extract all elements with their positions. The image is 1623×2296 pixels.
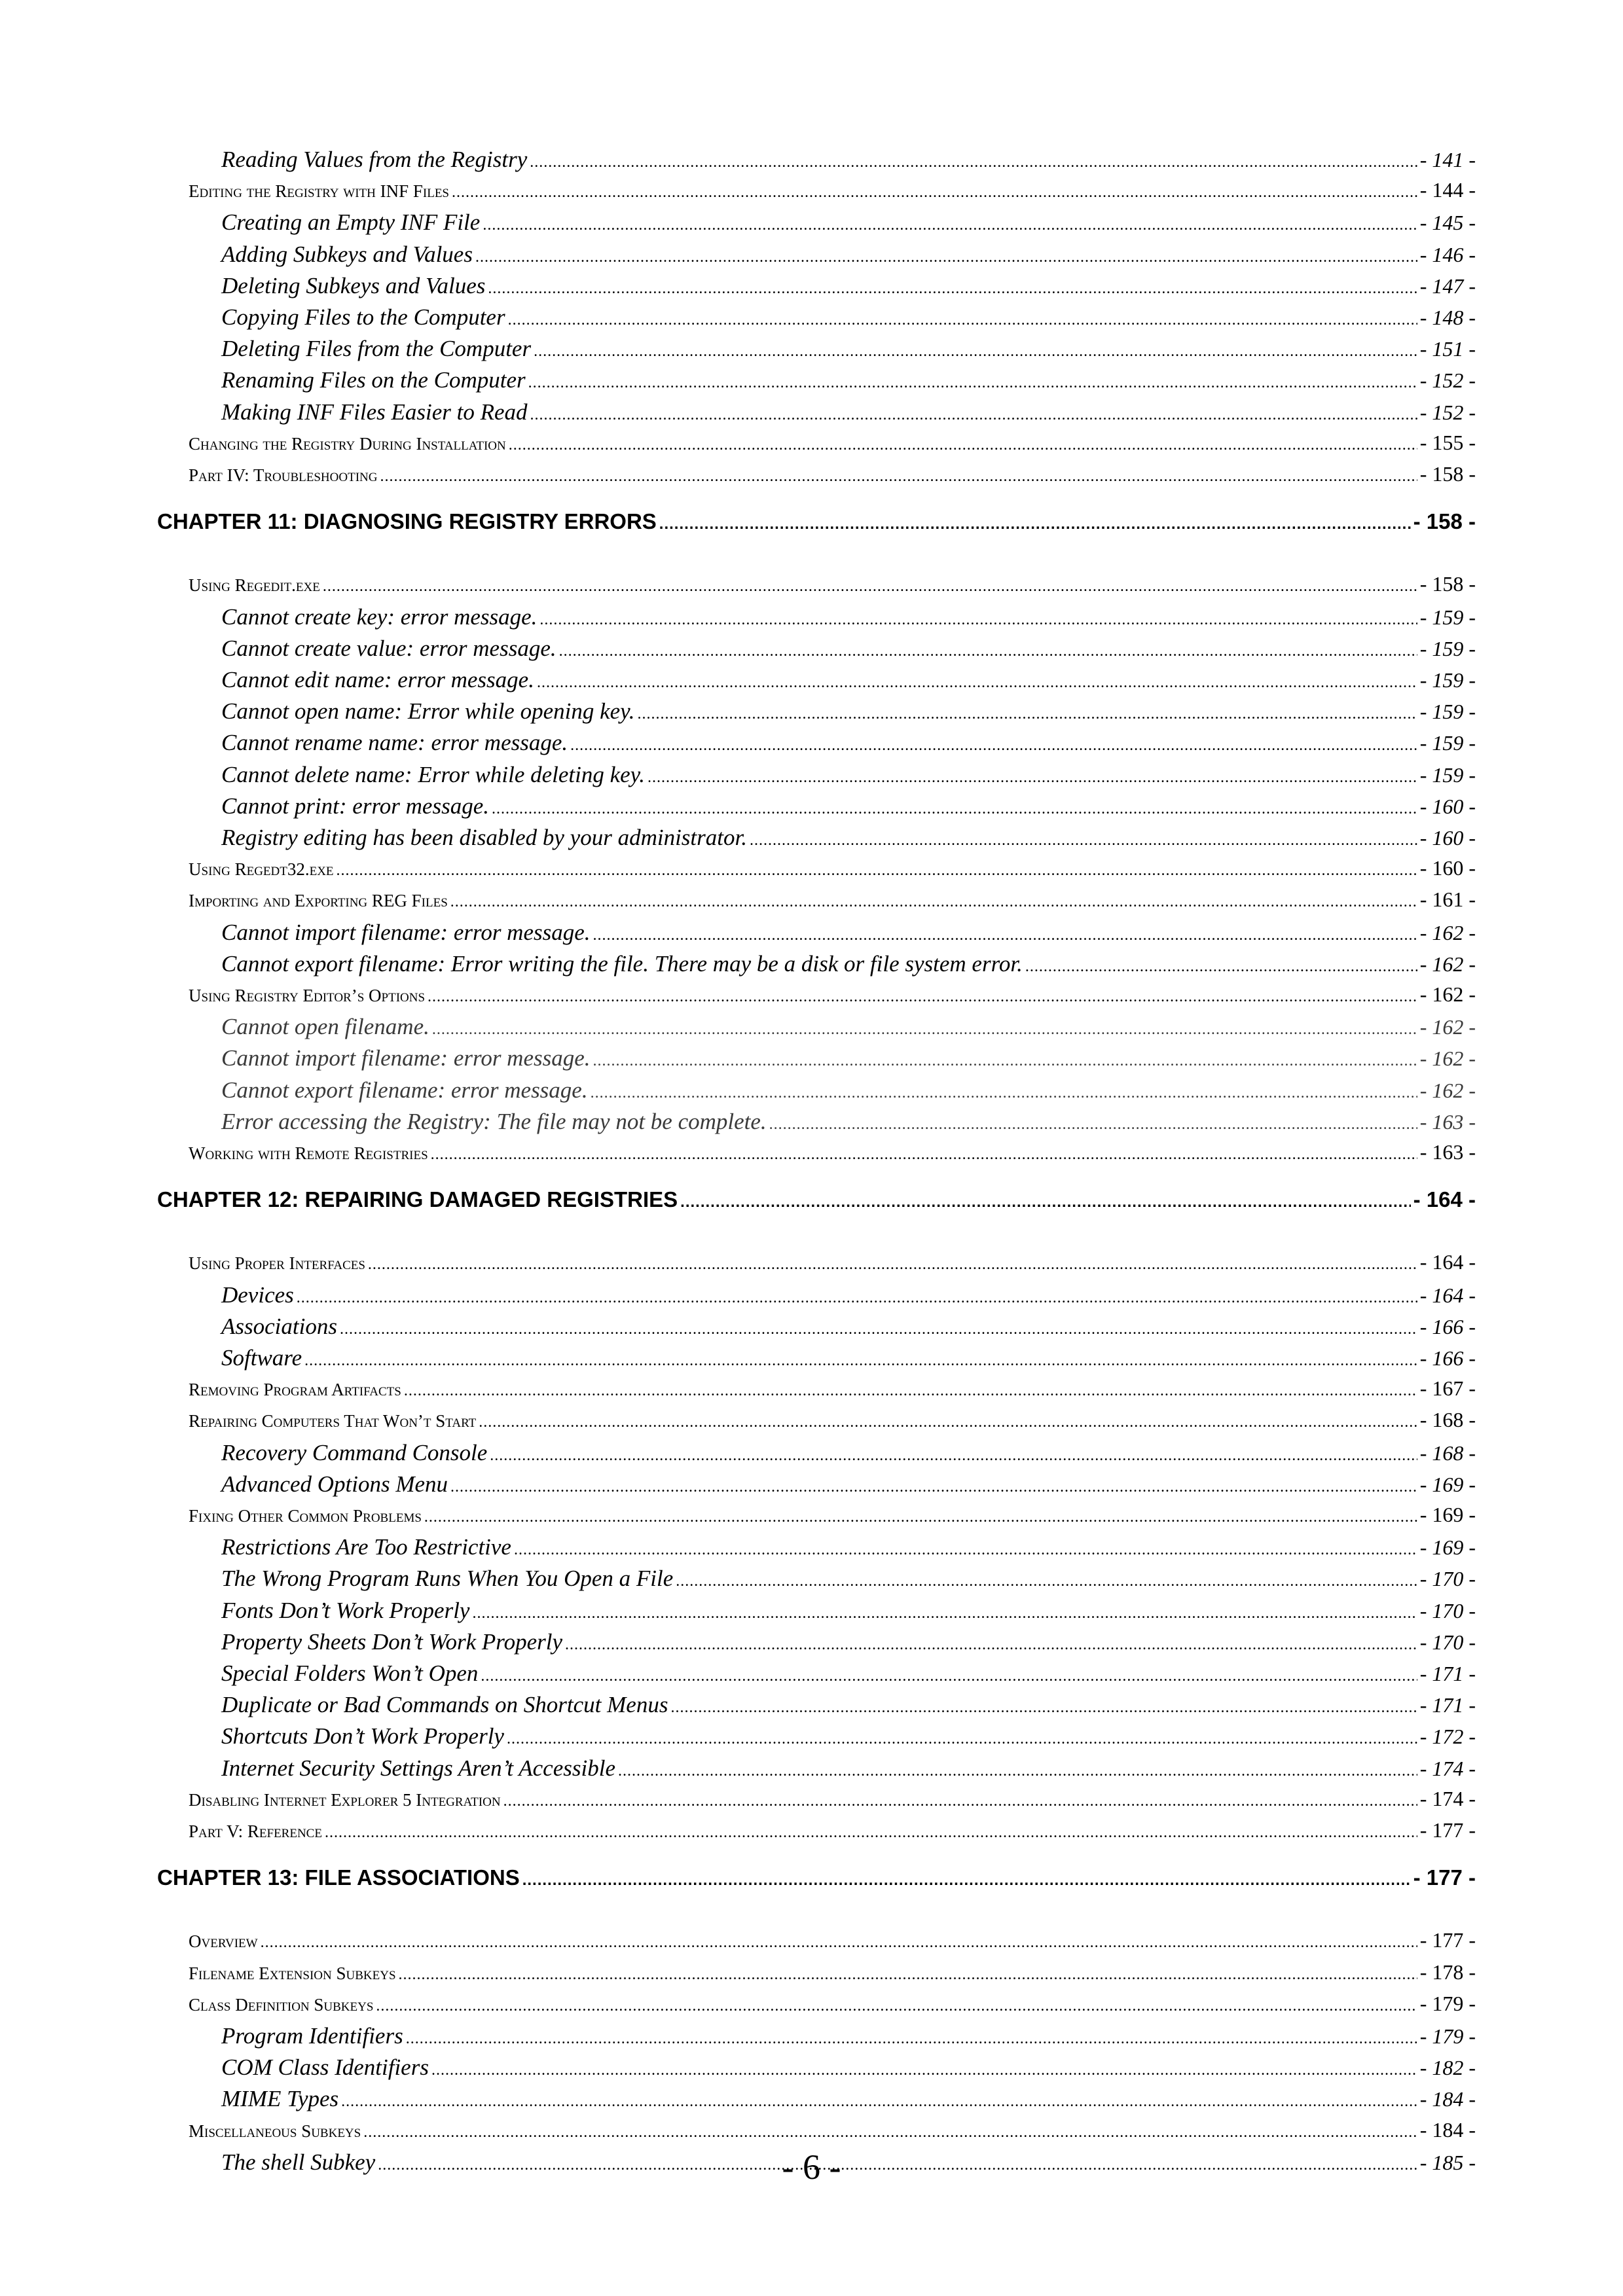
toc-section-entry[interactable] — [189, 1960, 1476, 1984]
toc-subsection-entry[interactable] — [221, 1077, 1476, 1103]
toc-entry-page: - 177 - — [1413, 1865, 1476, 1890]
toc-entry-page: - 170 - — [1419, 1567, 1476, 1591]
toc-entry-page: - 144 - — [1419, 178, 1476, 202]
toc-entry-page: - 145 - — [1419, 211, 1476, 235]
toc-entry-page: - 167 - — [1419, 1376, 1476, 1401]
toc-entry-page: - 169 - — [1419, 1472, 1476, 1496]
toc-entry-title: Deleting Subkeys and Values — [221, 272, 486, 298]
toc-entry-page: - 168 - — [1419, 1441, 1476, 1465]
toc-section-entry[interactable] — [189, 982, 1476, 1007]
toc-entry-page: - 158 - — [1419, 462, 1476, 486]
dot-leader — [304, 1352, 1417, 1370]
toc-entry-title: Using Regedt32.exe — [189, 859, 334, 880]
toc-subsection-entry[interactable] — [221, 304, 1476, 331]
toc-entry-page: - 159 - — [1419, 700, 1476, 724]
toc-subsection-entry[interactable] — [221, 1282, 1476, 1308]
toc-subsection-entry[interactable] — [221, 2086, 1476, 2112]
dot-leader — [539, 611, 1417, 629]
dot-leader — [428, 988, 1417, 1006]
toc-entry-title: Importing and Exporting REG Files — [189, 891, 448, 911]
dot-leader — [618, 1763, 1417, 1780]
toc-entry-page: - 152 - — [1419, 368, 1476, 393]
toc-entry-page: - 162 - — [1419, 1015, 1476, 1039]
toc-entry-page: - 174 - — [1419, 1756, 1476, 1780]
toc-entry-title: Cannot delete name: Error while deleting key. — [221, 761, 646, 787]
dot-leader — [431, 1146, 1417, 1164]
toc-section-entry[interactable] — [189, 178, 1476, 202]
toc-entry-page: - 162 - — [1419, 1047, 1476, 1071]
toc-entry-title: Devices — [221, 1282, 294, 1308]
dot-leader — [404, 1382, 1417, 1400]
dot-leader — [450, 1479, 1417, 1496]
toc-subsection-entry[interactable] — [221, 825, 1476, 851]
toc-entry-page: - 141 - — [1419, 148, 1476, 171]
dot-leader — [323, 578, 1417, 596]
toc-subsection-entry[interactable] — [221, 1471, 1476, 1498]
dot-leader — [559, 643, 1417, 660]
dot-leader — [508, 312, 1417, 329]
toc-entry-title: Cannot import filename: error message. — [221, 1045, 591, 1071]
dot-leader — [490, 1447, 1417, 1465]
toc-subsection-entry[interactable] — [221, 1629, 1476, 1655]
toc-entry-title: Class Definition Subkeys — [189, 1994, 374, 2015]
dot-leader — [432, 1021, 1417, 1039]
toc-entry-page: - 177 - — [1419, 1818, 1476, 1842]
toc-entry-page: - 182 - — [1419, 2056, 1476, 2080]
toc-subsection-entry[interactable] — [221, 273, 1476, 299]
toc-section-entry[interactable] — [189, 431, 1476, 455]
toc-subsection-entry[interactable] — [221, 730, 1476, 756]
dot-leader — [488, 280, 1417, 298]
toc-entry-page: - 161 - — [1419, 888, 1476, 912]
dot-leader — [638, 706, 1417, 723]
dot-leader — [431, 2062, 1417, 2079]
dot-leader — [507, 1731, 1417, 1748]
toc-entry-title: Overview — [189, 1931, 258, 1952]
toc-section-entry[interactable] — [189, 1376, 1476, 1401]
dot-leader — [472, 1605, 1417, 1623]
toc-section-entry[interactable] — [189, 1250, 1476, 1274]
toc-entry-page: - 169 - — [1419, 1503, 1476, 1526]
toc-entry-title: Restrictions Are Too Restrictive — [221, 1534, 511, 1560]
toc-subsection-entry[interactable] — [221, 2023, 1476, 2049]
toc-entry-page: - 164 - — [1419, 1250, 1476, 1274]
toc-subsection-entry[interactable] — [221, 1534, 1476, 1560]
dot-leader — [680, 1193, 1410, 1211]
dot-leader — [261, 1934, 1417, 1952]
dot-leader — [452, 184, 1417, 202]
toc-entry-page: - 184 - — [1419, 2117, 1476, 2142]
toc-entry-title: Cannot open name: Error while opening key. — [221, 698, 635, 725]
toc-subsection-entry[interactable] — [221, 667, 1476, 693]
toc-entry-page: - 172 - — [1419, 1725, 1476, 1749]
toc-subsection-entry[interactable] — [221, 1314, 1476, 1340]
toc-entry-page: - 162 - — [1419, 1078, 1476, 1102]
toc-subsection-entry[interactable] — [221, 1045, 1476, 1071]
toc-entry-title: CHAPTER 12: REPAIRING DAMAGED REGISTRIES — [157, 1187, 678, 1212]
toc-entry-title: Registry editing has been disabled by your administrator. — [221, 825, 747, 850]
toc-section-entry[interactable] — [189, 856, 1476, 880]
toc-subsection-entry[interactable] — [221, 336, 1476, 362]
toc-section-entry[interactable] — [189, 1503, 1476, 1527]
toc-entry-page: - 166 - — [1419, 1314, 1476, 1338]
dot-leader — [534, 343, 1417, 361]
toc-section-entry[interactable] — [189, 1787, 1476, 1811]
toc-section-entry[interactable] — [189, 888, 1476, 912]
toc-subsection-entry[interactable] — [221, 793, 1476, 819]
toc-entry-title: Associations — [221, 1313, 337, 1339]
toc-entry-title: COM Class Identifiers — [221, 2054, 429, 2081]
toc-entry-title: Internet Security Settings Aren’t Accessible — [221, 1755, 615, 1781]
toc-entry-page: - 159 - — [1419, 731, 1476, 755]
toc-entry-page: - 170 - — [1419, 1630, 1476, 1654]
toc-entry-title: Cannot import filename: error message. — [221, 919, 591, 945]
toc-subsection-entry[interactable] — [221, 604, 1476, 630]
toc-entry-title: Cannot export filename: error message. — [221, 1077, 588, 1103]
dot-leader — [530, 406, 1417, 424]
toc-entry-page: - 163 - — [1419, 1140, 1476, 1164]
toc-entry-title: Recovery Command Console — [221, 1439, 488, 1465]
toc-entry-title: CHAPTER 13: FILE ASSOCIATIONS — [157, 1865, 520, 1890]
toc-entry-title: Adding Subkeys and Values — [221, 241, 473, 267]
toc-entry-page: - 171 - — [1419, 1693, 1476, 1717]
toc-entry-title: Duplicate or Bad Commands on Shortcut Menus — [221, 1692, 668, 1718]
toc-entry-title: Fonts Don’t Work Properly — [221, 1597, 470, 1623]
dot-leader — [376, 1998, 1417, 2015]
toc-entry-page: - 170 - — [1419, 1598, 1476, 1623]
toc-section-entry[interactable] — [189, 572, 1476, 596]
toc-subsection-entry[interactable] — [221, 698, 1476, 725]
toc-entry-page: - 168 - — [1419, 1408, 1476, 1432]
toc-entry-page: - 179 - — [1419, 1991, 1476, 2015]
toc-section-entry[interactable] — [189, 1408, 1476, 1432]
toc-entry-title: Special Folders Won’t Open — [221, 1660, 479, 1686]
toc-entry-title: Repairing Computers That Won’t Start — [189, 1411, 477, 1431]
dot-leader — [406, 2030, 1417, 2048]
toc-subsection-entry[interactable] — [221, 1755, 1476, 1782]
dot-leader — [591, 1085, 1417, 1102]
toc-entry-title: Removing Program Artifacts — [189, 1380, 401, 1400]
toc-entry-title: Error accessing the Registry: The file may not be complete. — [221, 1108, 767, 1134]
toc-entry-page: - 164 - — [1419, 1283, 1476, 1307]
toc-entry-page: - 159 - — [1419, 605, 1476, 629]
toc-subsection-entry[interactable] — [221, 1598, 1476, 1624]
toc-subsection-entry[interactable] — [221, 636, 1476, 662]
toc-entry-page: - 155 - — [1419, 430, 1476, 454]
toc-entry-title: Cannot print: error message. — [221, 793, 489, 819]
dot-leader — [325, 1824, 1417, 1842]
toc-subsection-entry[interactable] — [221, 1660, 1476, 1687]
toc-subsection-entry[interactable] — [221, 1014, 1476, 1040]
dot-leader — [509, 437, 1417, 454]
dot-leader — [593, 1052, 1417, 1070]
toc-section-entry[interactable] — [189, 1140, 1476, 1164]
dot-leader — [647, 769, 1417, 787]
dot-leader — [514, 1541, 1417, 1559]
toc-entry-title: CHAPTER 11: DIAGNOSING REGISTRY ERRORS — [157, 509, 657, 534]
toc-subsection-entry[interactable] — [221, 1566, 1476, 1592]
toc-entry-page: - 152 - — [1419, 400, 1476, 424]
dot-leader — [1025, 958, 1417, 976]
dot-leader — [479, 1414, 1417, 1431]
dot-leader — [570, 737, 1417, 755]
toc-subsection-entry[interactable] — [221, 1440, 1476, 1466]
toc-chapter-entry[interactable] — [157, 1865, 1476, 1890]
toc-entry-title: Renaming Files on the Computer — [221, 367, 526, 393]
dot-leader — [528, 374, 1417, 392]
toc-subsection-entry[interactable] — [221, 1345, 1476, 1371]
dot-leader — [676, 1573, 1417, 1590]
toc-entry-title: Using Regedit.exe — [189, 575, 320, 596]
toc-entry-title: The Wrong Program Runs When You Open a File — [221, 1566, 674, 1592]
toc-entry-page: - 184 - — [1419, 2087, 1476, 2111]
toc-chapter-entry[interactable] — [157, 509, 1476, 534]
toc-entry-title: Using Proper Interfaces — [189, 1253, 365, 1274]
dot-leader — [337, 862, 1417, 880]
toc-entry-page: - 159 - — [1419, 636, 1476, 660]
toc-entry-page: - 162 - — [1419, 982, 1476, 1006]
toc-section-entry[interactable] — [189, 1992, 1476, 2016]
toc-entry-title: Miscellaneous Subkeys — [189, 2121, 361, 2141]
dot-leader — [659, 515, 1411, 533]
toc-entry-page: - 162 - — [1419, 952, 1476, 976]
toc-entry-title: Cannot edit name: error message. — [221, 667, 534, 692]
toc-entry-page: - 166 - — [1419, 1346, 1476, 1370]
dot-leader — [503, 1793, 1417, 1810]
toc-section-entry[interactable] — [189, 2118, 1476, 2142]
page-number: - 6 - — [782, 2147, 841, 2187]
toc-entry-page: - 158 - — [1413, 509, 1476, 534]
toc-entry-title: Cannot create key: error message. — [221, 603, 538, 630]
toc-entry-page: - 160 - — [1419, 794, 1476, 818]
toc-entry-title: Shortcuts Don’t Work Properly — [221, 1723, 504, 1749]
toc-entry-page: - 163 - — [1419, 1109, 1476, 1134]
toc-entry-page: - 178 - — [1419, 1960, 1476, 1984]
dot-leader — [522, 1871, 1411, 1890]
toc-entry-title: The shell Subkey — [221, 2149, 376, 2175]
dot-leader — [340, 1321, 1417, 1338]
dot-leader — [450, 893, 1417, 911]
toc-entry-title: Cannot open filename. — [221, 1014, 429, 1040]
toc-subsection-entry[interactable] — [221, 367, 1476, 393]
dot-leader — [492, 800, 1417, 818]
dot-leader — [363, 2124, 1417, 2142]
toc-entry-title: Advanced Options Menu — [221, 1471, 448, 1497]
toc-entry-page: - 146 - — [1419, 242, 1476, 266]
toc-entry-page: - 147 - — [1419, 274, 1476, 298]
toc-subsection-entry[interactable] — [221, 209, 1476, 236]
toc-entry-page: - 164 - — [1413, 1187, 1476, 1212]
toc-entry-title: Fixing Other Common Problems — [189, 1506, 422, 1526]
toc-subsection-entry[interactable] — [221, 951, 1476, 977]
toc-section-entry[interactable] — [189, 1928, 1476, 1952]
toc-entry-page: - 171 - — [1419, 1662, 1476, 1685]
toc-entry-title: Disabling Internet Explorer 5 Integration — [189, 1789, 501, 1810]
toc-subsection-entry[interactable] — [221, 1692, 1476, 1718]
dot-leader — [475, 249, 1417, 266]
toc-subsection-entry[interactable] — [221, 399, 1476, 425]
toc-entry-title: Filename Extension Subkeys — [189, 1963, 396, 1983]
toc-entry-title: Reading Values from the Registry — [221, 147, 528, 172]
dot-leader — [769, 1116, 1417, 1134]
toc-entry-title: Working with Remote Registries — [189, 1143, 428, 1163]
dot-leader — [399, 1966, 1417, 1984]
dot-leader — [481, 1668, 1417, 1685]
toc-entry-title: Program Identifiers — [221, 2023, 403, 2049]
toc-entry-page: - 160 - — [1419, 826, 1476, 850]
toc-entry-title: Editing the Registry with INF Files — [189, 181, 449, 202]
dot-leader — [565, 1636, 1417, 1654]
toc-entry-page: - 159 - — [1419, 668, 1476, 692]
dot-leader — [297, 1289, 1417, 1307]
toc-entry-title: Changing the Registry During Installation — [189, 433, 506, 454]
toc-subsection-entry[interactable] — [221, 242, 1476, 268]
toc-entry-title: MIME Types — [221, 2086, 339, 2112]
dot-leader — [537, 674, 1417, 692]
toc-entry-page: - 177 - — [1419, 1928, 1476, 1952]
dot-leader — [670, 1699, 1417, 1717]
toc-entry-page: - 159 - — [1419, 762, 1476, 787]
dot-leader — [380, 468, 1417, 486]
toc-section-entry[interactable] — [189, 462, 1476, 486]
toc-entry-title: Using Registry Editor’s Options — [189, 986, 426, 1005]
toc-entry-title: Creating an Empty INF File — [221, 209, 481, 236]
dot-leader — [424, 1509, 1417, 1526]
dot-leader — [750, 832, 1417, 850]
toc-subsection-entry[interactable] — [221, 1109, 1476, 1135]
toc-entry-page: - 151 - — [1419, 337, 1476, 361]
toc-subsection-entry[interactable] — [221, 762, 1476, 788]
toc-entry-page: - 160 - — [1419, 856, 1476, 880]
toc-entry-title: Cannot create value: error message. — [221, 635, 556, 661]
toc-subsection-entry[interactable] — [221, 920, 1476, 946]
toc-entry-title: Property Sheets Don’t Work Properly — [221, 1628, 563, 1655]
toc-subsection-entry[interactable] — [221, 147, 1476, 173]
toc-entry-title: Deleting Files from the Computer — [221, 336, 532, 362]
toc-entry-title: Cannot export filename: Error writing the file. There may be a disk or file system error. — [221, 950, 1023, 977]
dot-leader — [593, 927, 1417, 944]
toc-entry-title: Part V: Reference — [189, 1821, 322, 1841]
toc-subsection-entry[interactable] — [221, 1723, 1476, 1749]
toc-entry-page: - 179 - — [1419, 2024, 1476, 2048]
dot-leader — [483, 217, 1417, 234]
toc-entry-title: Making INF Files Easier to Read — [221, 399, 528, 425]
toc-entry-page: - 158 - — [1419, 572, 1476, 596]
toc-entry-title: Software — [221, 1345, 302, 1371]
dot-leader — [530, 154, 1417, 171]
toc-entry-title: Cannot rename name: error message. — [221, 730, 568, 756]
dot-leader — [368, 1256, 1417, 1274]
toc-chapter-entry[interactable] — [157, 1187, 1476, 1212]
dot-leader — [341, 2093, 1417, 2111]
toc-section-entry[interactable] — [189, 1818, 1476, 1842]
toc-entry-title: Copying Files to the Computer — [221, 304, 505, 330]
toc-entry-page: - 174 - — [1419, 1786, 1476, 1810]
toc-entry-page: - 148 - — [1419, 306, 1476, 329]
toc-subsection-entry[interactable] — [221, 2054, 1476, 2081]
toc-entry-page: - 169 - — [1419, 1535, 1476, 1560]
toc-entry-title: Part IV: Troubleshooting — [189, 465, 378, 485]
toc-entry-page: - 162 - — [1419, 920, 1476, 944]
toc-entry-page: - 185 - — [1419, 2150, 1476, 2174]
